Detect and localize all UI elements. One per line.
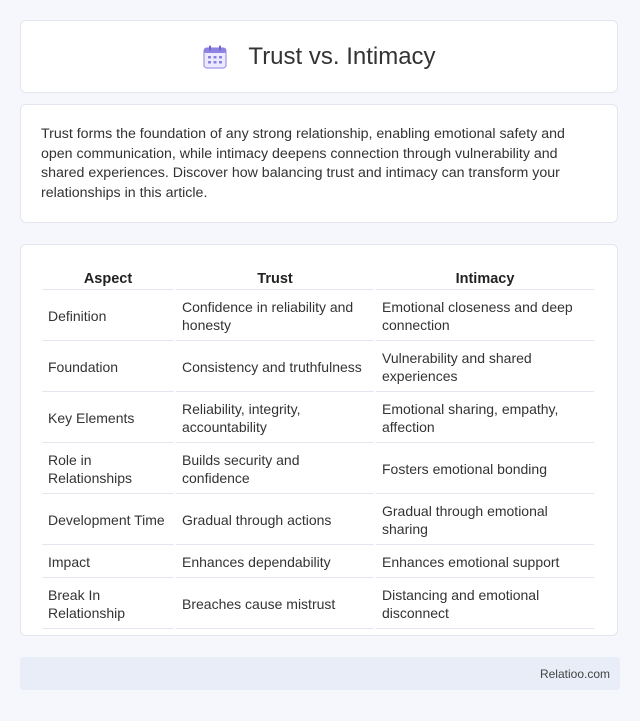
table-cell: Confidence in reliability and honesty	[176, 292, 374, 341]
table-cell: Breaches cause mistrust	[176, 580, 374, 629]
table-row	[42, 394, 594, 443]
calendar-icon	[202, 44, 228, 70]
header-trust: Trust	[176, 267, 374, 290]
table-cell: Development Time	[42, 496, 174, 545]
table-cell: Emotional sharing, empathy, affection	[376, 394, 594, 443]
table-row	[42, 547, 594, 578]
table-cell: Vulnerability and shared experiences	[376, 343, 594, 392]
table-cell: Distancing and emotional disconnect	[376, 580, 594, 629]
footer-site-link[interactable]: Relatioo.com	[539, 666, 610, 681]
table-cell: Break In Relationship	[42, 580, 174, 629]
intro-card	[20, 104, 618, 223]
table-row	[42, 496, 594, 545]
table-cell: Gradual through actions	[176, 496, 374, 545]
table-cell: Role in Relationships	[42, 445, 174, 494]
header-intimacy: Intimacy	[376, 267, 594, 290]
page-title: Trust vs. Intimacy	[248, 42, 436, 70]
table-cell: Enhances dependability	[176, 547, 374, 578]
table-row	[42, 580, 594, 629]
table-cell: Consistency and truthfulness	[176, 343, 374, 392]
table-cell: Foundation	[42, 343, 174, 392]
table-row	[42, 292, 594, 341]
table-row	[42, 343, 594, 392]
table-row	[42, 445, 594, 494]
header-aspect: Aspect	[42, 267, 174, 290]
table-cell: Definition	[42, 292, 174, 341]
table-cell: Fosters emotional bonding	[376, 445, 594, 494]
intro-text: Trust forms the foundation of any strong relationship, enabling emotional safety and open communication, while intimacy deepens connection through vulnerability and shared experiences. Discover how balancing trust and intimacy can transform your relationships in this article.	[41, 126, 565, 201]
table-cell: Gradual through emotional sharing	[376, 496, 594, 545]
table-cell: Impact	[42, 547, 174, 578]
table-cell: Emotional closeness and deep connection	[376, 292, 594, 341]
comparison-table-card	[20, 244, 618, 636]
footer	[20, 657, 620, 690]
table-cell: Enhances emotional support	[376, 547, 594, 578]
table-header-row	[42, 267, 594, 290]
table-cell: Builds security and confidence	[176, 445, 374, 494]
comparison-table	[40, 265, 596, 631]
table-cell: Key Elements	[42, 394, 174, 443]
table-cell: Reliability, integrity, accountability	[176, 394, 374, 443]
title-card	[20, 20, 618, 93]
